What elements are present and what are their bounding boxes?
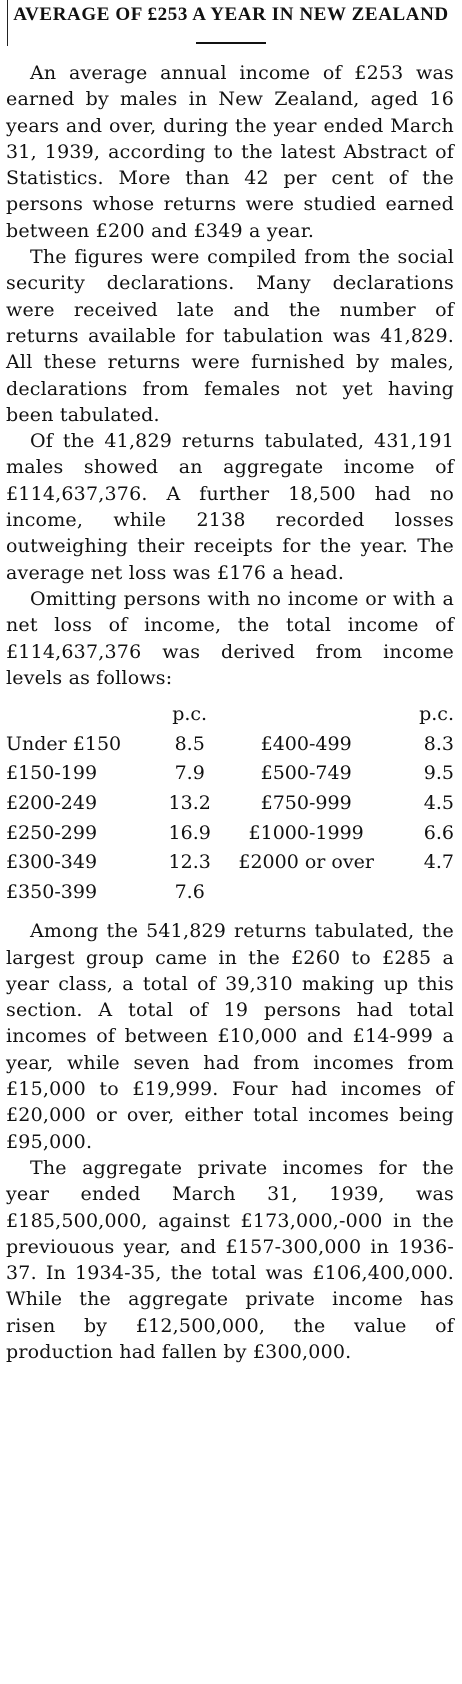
table-cell <box>221 878 391 908</box>
table-cell: 4.5 <box>423 791 454 814</box>
paragraph: An average annual income of £253 was earned by males in New Zealand, aged 16 years and over, during the year ended March 31, 1939, according to the latest Abstract of Statistics. More than 42 per cent of the persons whose returns were studied earned between £200 and £349 a year. <box>6 62 454 242</box>
headline: AVERAGE OF £253 A YEAR IN NEW ZEALAND <box>13 4 449 25</box>
table-cell: 8.5 <box>174 732 205 755</box>
table-cell: £750-999 <box>260 791 352 814</box>
table-cell: 4.7 <box>423 851 454 874</box>
table-row <box>6 848 454 878</box>
article-body <box>0 60 462 1365</box>
table-cell <box>391 878 454 908</box>
table-cell: £300-349 <box>6 851 98 874</box>
table-row <box>6 789 454 819</box>
table-cell: £150-199 <box>6 762 98 785</box>
income-levels-table <box>6 700 454 907</box>
table-cell: 7.6 <box>174 880 205 903</box>
table-cell: £1000-1999 <box>248 821 364 844</box>
table-header-cell <box>221 700 391 730</box>
table-header-cell: p.c. <box>172 703 208 726</box>
table-cell: £250-299 <box>6 821 98 844</box>
table-row <box>6 878 454 908</box>
table-cell: £350-399 <box>6 880 98 903</box>
paragraph: Of the 41,829 returns tabulated, 431,191 males showed an aggregate income of £114,637,376. A further 18,500 had no income, while 2138 recorded losses outweighing their receipts for the year. The average net loss was £176 a head. <box>6 430 454 584</box>
table-cell: 7.9 <box>174 762 205 785</box>
table-cell: 8.3 <box>423 732 454 755</box>
table-cell: £500-749 <box>260 762 352 785</box>
table-cell: 12.3 <box>168 851 211 874</box>
paragraph: Omitting persons with no income or with a net loss of income, the total income of £114,637,376 was derived from income levels as follows: <box>6 587 454 689</box>
table-cell: 6.6 <box>423 821 454 844</box>
table-row <box>6 819 454 849</box>
table-cell: 9.5 <box>423 762 454 785</box>
table-cell: 13.2 <box>168 791 211 814</box>
paragraph: Among the 541,829 returns tabulated, the largest group came in the £260 to £285 a year class, a total of 39,310 making up this section. A total of 19 persons had total incomes of between £10,000 and £14-999 a year, while seven had from incomes from £15,000 to £19,999. Four had incomes of £20,000 or over, either total incomes being £95,000. <box>6 920 454 1153</box>
table-header-row <box>6 700 454 730</box>
table-cell: 16.9 <box>168 821 211 844</box>
table-header-cell: p.c. <box>419 703 454 726</box>
table-cell: £400-499 <box>260 732 352 755</box>
table-row <box>6 730 454 760</box>
table-cell: £200-249 <box>6 791 98 814</box>
table-cell: Under £150 <box>6 732 122 755</box>
table-row <box>6 759 454 789</box>
table-cell: £2000 or over <box>238 851 374 874</box>
table-header-cell <box>6 700 158 730</box>
column-rule <box>7 0 8 46</box>
paragraph: The figures were compiled from the social security declarations. Many declarations were received late and the number of returns available for tabulation was 41,829. All these returns were furnished by males, declarations from females not yet having been tabulated. <box>6 246 454 426</box>
headline-divider <box>196 42 266 44</box>
paragraph: The aggregate private incomes for the year ended March 31, 1939, was £185,500,000, against £173,000,-000 in the previouous year, and £157-300,000 in 1936-37. In 1934-35, the total was £106,400,000. While the aggregate private income has risen by £12,500,000, the value of production had fallen by £300,000. <box>6 1156 454 1364</box>
